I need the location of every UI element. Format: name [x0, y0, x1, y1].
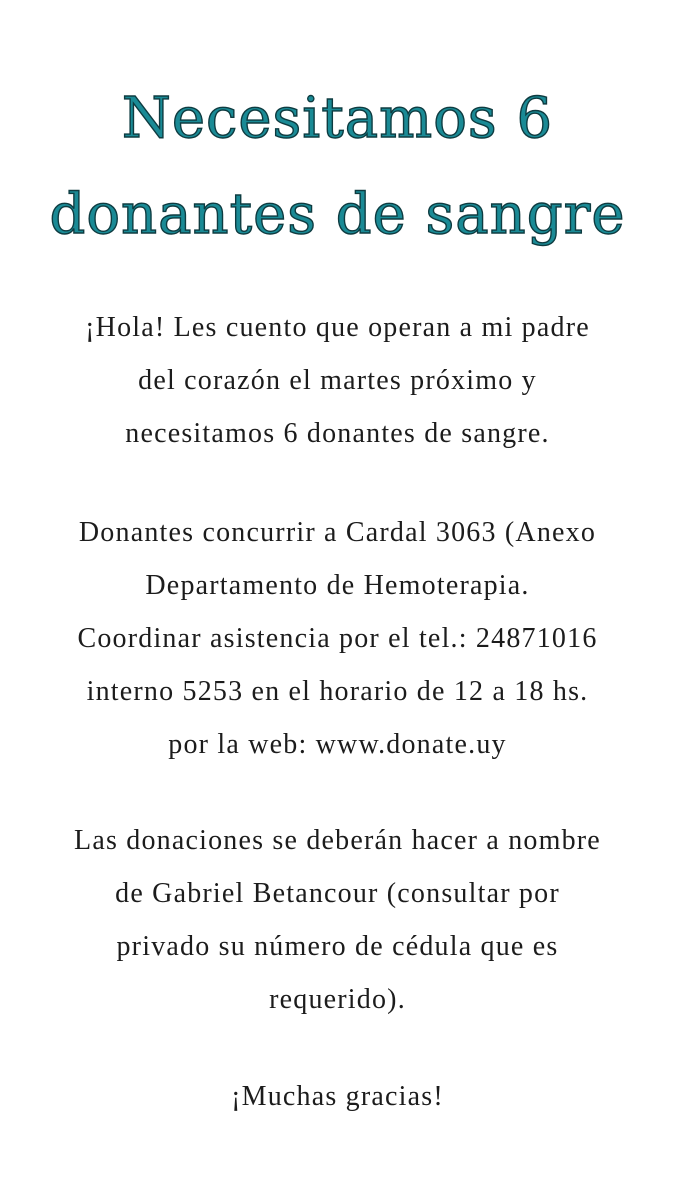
instructions-line: Donantes concurrir a Cardal 3063 (Anexo: [78, 517, 597, 548]
instructions-line: por la web: www.donate.uy: [168, 729, 507, 760]
page-title-line-1: Necesitamos 6: [121, 86, 554, 151]
closing-paragraph: [0, 1070, 675, 1123]
donation-name-line: requerido).: [269, 984, 406, 1015]
closing-line: ¡Muchas gracias!: [231, 1081, 444, 1112]
donation-name-line: Las donaciones se deberán hacer a nombre: [74, 825, 601, 856]
instructions-paragraph: [0, 506, 675, 771]
instructions-line: interno 5253 en el horario de 12 a 18 hs.: [86, 676, 589, 707]
intro-line: ¡Hola! Les cuento que operan a mi padre: [85, 312, 590, 343]
intro-paragraph: [0, 301, 675, 460]
intro-line: necesitamos 6 donantes de sangre.: [125, 418, 550, 449]
instructions-line: Coordinar asistencia por el tel.: 24871016: [77, 623, 598, 654]
instructions-line: Departamento de Hemoterapia.: [145, 570, 530, 601]
page-title-line-2: donantes de sangre: [49, 182, 626, 247]
donation-name-line: de Gabriel Betancour (consultar por: [115, 878, 560, 909]
intro-line: del corazón el martes próximo y: [138, 365, 537, 396]
donation-name-line: privado su número de cédula que es: [116, 931, 559, 962]
donation-name-paragraph: [0, 814, 675, 1026]
